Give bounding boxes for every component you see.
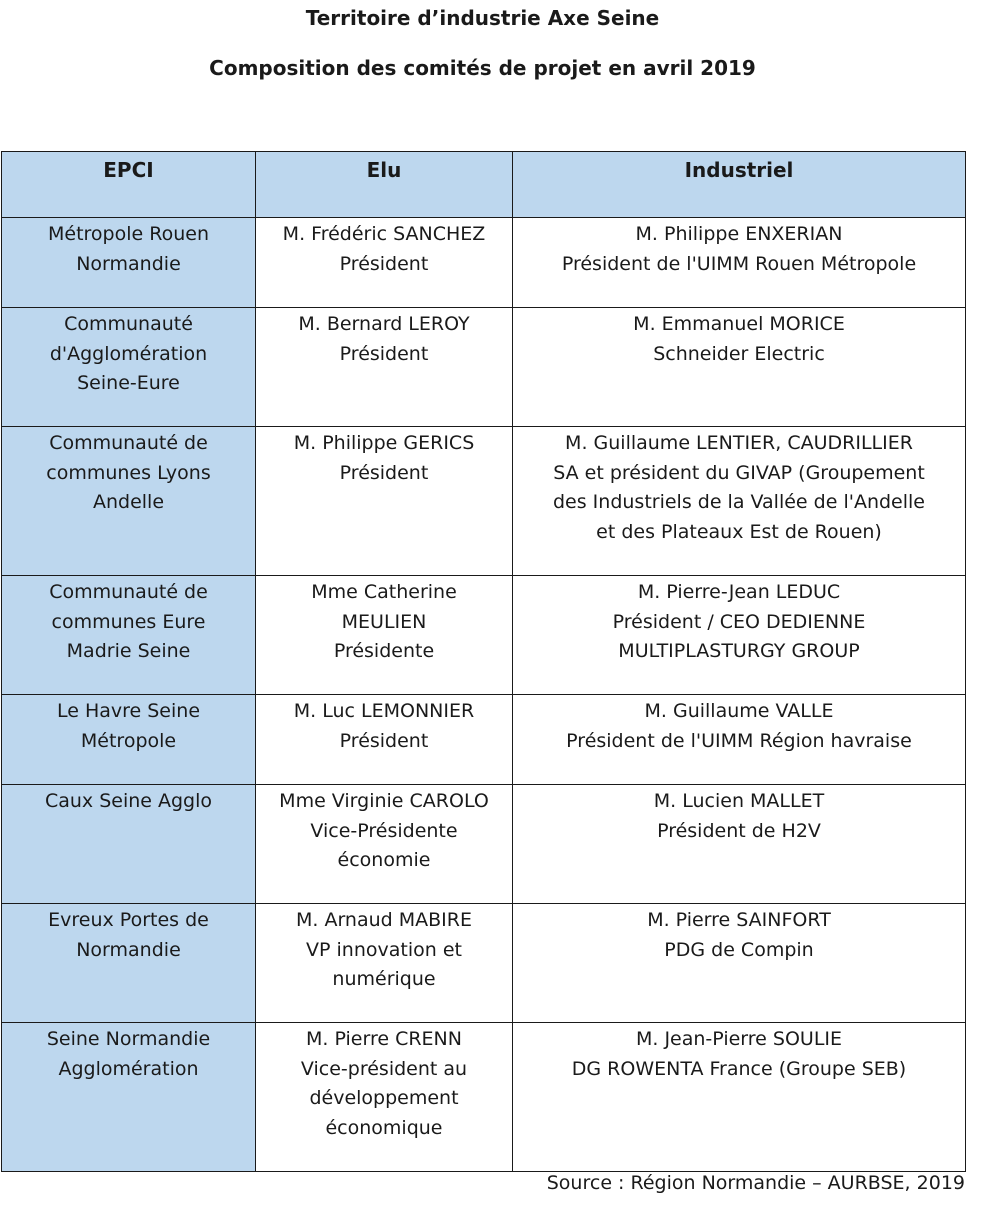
cell-line: Madrie Seine [66, 640, 191, 663]
elu-cell [256, 785, 513, 904]
elu-cell [256, 427, 513, 576]
industriel-cell [513, 695, 966, 785]
cell-line: Seine-Eure [77, 372, 180, 395]
cell-line: Président de l'UIMM Rouen Métropole [561, 252, 917, 275]
cell-line: M. Guillaume VALLE [644, 700, 834, 722]
elu-cell [256, 695, 513, 785]
cell-line: Mme Catherine [311, 581, 457, 603]
epci-cell [2, 427, 256, 576]
cell-line: Normandie [76, 938, 181, 961]
cell-line: Président de l'UIMM Région havraise [566, 729, 912, 752]
cell-line: d'Agglomération [49, 342, 208, 365]
cell-line: M. Lucien MALLET [653, 790, 825, 812]
cell-line: M. Guillaume LENTIER, CAUDRILLIER [565, 432, 913, 454]
table-row [2, 218, 966, 308]
cell-line: communes Lyons [46, 461, 211, 484]
industriel-cell [513, 904, 966, 1023]
cell-line: MULTIPLASTURGY GROUP [618, 640, 860, 663]
epci-cell [2, 218, 256, 308]
cell-line: Président / CEO DEDIENNE [612, 610, 866, 633]
cell-line: communes Eure [51, 610, 206, 633]
elu-cell [256, 576, 513, 695]
industriel-cell [513, 308, 966, 427]
cell-line: Le Havre Seine [56, 700, 201, 722]
elu-cell [256, 308, 513, 427]
epci-cell [2, 308, 256, 427]
header-elu: Elu [256, 152, 513, 218]
cell-line: Mme Virginie CAROLO [279, 790, 489, 812]
cell-line: Caux Seine Agglo [44, 790, 213, 812]
industriel-cell [513, 576, 966, 695]
cell-line: M. Emmanuel MORICE [633, 313, 845, 335]
cell-line: M. Pierre SAINFORT [647, 909, 831, 931]
cell-line: Schneider Electric [653, 342, 825, 365]
cell-line: Président [339, 252, 429, 275]
cell-line: M. Pierre-Jean LEDUC [637, 581, 841, 603]
header-industriel: Industriel [513, 152, 966, 218]
page-title: Territoire d’industrie Axe Seine [305, 6, 660, 30]
cell-line: Métropole [80, 729, 177, 752]
industriel-cell [513, 427, 966, 576]
table-row [2, 427, 966, 576]
epci-cell [2, 785, 256, 904]
cell-line: Evreux Portes de [48, 909, 209, 931]
cell-line: Vice-Présidente [310, 819, 458, 842]
cell-line: PDG de Compin [664, 938, 814, 961]
cell-line: économie [337, 849, 431, 872]
table-header-row [2, 152, 966, 218]
epci-cell [2, 695, 256, 785]
cell-line: Président [339, 461, 429, 484]
cell-line: M. Jean-Pierre SOULIE [635, 1028, 843, 1050]
table-row [2, 904, 966, 1023]
committee-table [1, 151, 966, 1172]
table-row [2, 576, 966, 695]
cell-line: et des Plateaux Est de Rouen) [596, 520, 882, 543]
cell-line: M. Arnaud MABIRE [295, 909, 472, 931]
cell-line: M. Pierre CRENN [306, 1028, 462, 1050]
industriel-cell [513, 1023, 966, 1172]
table-row [2, 308, 966, 427]
cell-line: M. Philippe ENXERIAN [635, 223, 843, 245]
cell-line: M. Philippe GERICS [293, 432, 475, 454]
cell-line: M. Luc LEMONNIER [293, 700, 475, 722]
cell-line: Communauté [64, 313, 193, 335]
epci-cell [2, 576, 256, 695]
epci-cell [2, 904, 256, 1023]
cell-line: SA et président du GIVAP (Groupement [553, 461, 925, 484]
cell-line: Président [339, 729, 429, 752]
elu-cell [256, 218, 513, 308]
cell-line: Présidente [333, 640, 435, 663]
cell-line: DG ROWENTA France (Groupe SEB) [571, 1057, 907, 1080]
cell-line: Métropole Rouen [48, 223, 209, 245]
source-note: Source : Région Normandie – AURBSE, 2019 [546, 1172, 965, 1194]
table-row [2, 695, 966, 785]
table-row [2, 785, 966, 904]
page-subtitle: Composition des comités de projet en avril 2019 [209, 56, 756, 80]
elu-cell [256, 904, 513, 1023]
cell-line: Président [339, 342, 429, 365]
cell-line: VP innovation et [306, 938, 462, 961]
cell-line: économique [325, 1116, 443, 1139]
cell-line: Seine Normandie [46, 1028, 211, 1050]
elu-cell [256, 1023, 513, 1172]
cell-line: Agglomération [58, 1057, 199, 1080]
industriel-cell [513, 218, 966, 308]
cell-line: Communauté de [49, 581, 208, 603]
epci-cell [2, 1023, 256, 1172]
cell-line: numérique [332, 968, 436, 991]
cell-line: Normandie [76, 252, 181, 275]
industriel-cell [513, 785, 966, 904]
cell-line: développement [309, 1087, 459, 1110]
cell-line: Andelle [92, 491, 165, 514]
cell-line: MEULIEN [341, 610, 427, 633]
cell-line: Communauté de [49, 432, 208, 454]
cell-line: M. Bernard LEROY [298, 313, 470, 335]
header-epci: EPCI [2, 152, 256, 218]
cell-line: Président de H2V [657, 819, 821, 842]
cell-line: M. Frédéric SANCHEZ [282, 223, 486, 245]
table-row [2, 1023, 966, 1172]
cell-line: des Industriels de la Vallée de l'Andelle [552, 491, 925, 514]
cell-line: Vice-président au [300, 1057, 468, 1080]
